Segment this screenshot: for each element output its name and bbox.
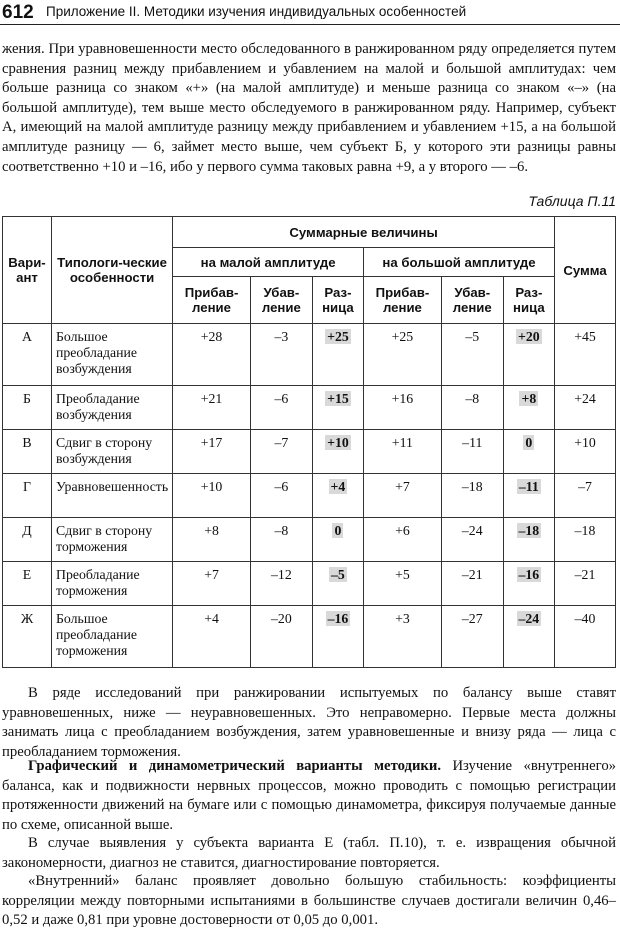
cell-small-diff bbox=[312, 386, 363, 430]
graphic-variant-paragraph bbox=[2, 757, 616, 835]
cell-small-diff bbox=[312, 474, 363, 518]
intro-paragraph: жения. При уравновешенности место обследованного в ранжированном ряду определяется путем сравнения разниц между прибавлением и убавлением на малой и большой амплитудах: чем больше разница со знаком «+» (на малой амплитуде) и меньше разница со знаком «–» (на большой амплитуде), тем выше место обследуемого в ранжированном ряду. Например, субъект А, имеющий на малой амплитуде разницу между прибавлением и убавлением +15, а на большой амплитуде разницу — 6, займет место выше, чем субъект Б, у которого эти разницы равны соответственно +10 и –16, ибо у первого сумма таковых равна +9, а у второго — –6. bbox=[2, 41, 616, 175]
header-small-amplitude: на малой амплитуде bbox=[173, 248, 364, 277]
small-diff-value: +25 bbox=[327, 329, 349, 344]
header-small-sub: Убав-ление bbox=[250, 277, 312, 324]
cell-small-sub: –3 bbox=[250, 324, 312, 386]
cell-large-sub: –5 bbox=[441, 324, 503, 386]
cell-small-add: +7 bbox=[173, 562, 251, 606]
large-diff-value: +20 bbox=[518, 329, 540, 344]
header-small-add: Прибав-ление bbox=[173, 277, 251, 324]
cell-variant: Ж bbox=[3, 606, 52, 668]
cell-large-add: +5 bbox=[364, 562, 442, 606]
cell-large-diff bbox=[503, 474, 554, 518]
cell-large-diff bbox=[503, 430, 554, 474]
cell-large-add: +16 bbox=[364, 386, 442, 430]
cell-large-sub: –27 bbox=[441, 606, 503, 668]
cell-small-sub: –20 bbox=[250, 606, 312, 668]
cell-feature: Большое преобладание торможения bbox=[52, 606, 173, 668]
header-large-diff: Раз-ница bbox=[503, 277, 554, 324]
cell-small-add: +8 bbox=[173, 518, 251, 562]
header-large-sub: Убав-ление bbox=[441, 277, 503, 324]
table-row bbox=[3, 562, 616, 606]
cell-variant: Е bbox=[3, 562, 52, 606]
large-diff-value: 0 bbox=[525, 435, 533, 450]
cell-large-add: +11 bbox=[364, 430, 442, 474]
large-diff-value: +8 bbox=[521, 391, 537, 406]
table-row bbox=[3, 430, 616, 474]
cell-feature: Сдвиг в сторону возбуждения bbox=[52, 430, 173, 474]
table-row bbox=[3, 474, 616, 518]
cell-small-diff bbox=[312, 518, 363, 562]
header-large-add: Прибав-ление bbox=[364, 277, 442, 324]
header-variant: Вари-ант bbox=[3, 217, 52, 324]
cell-small-diff bbox=[312, 430, 363, 474]
cell-large-sub: –8 bbox=[441, 386, 503, 430]
cell-small-sub: –6 bbox=[250, 474, 312, 518]
cell-small-diff bbox=[312, 324, 363, 386]
cell-feature: Преобладание возбуждения bbox=[52, 386, 173, 430]
cell-small-add: +4 bbox=[173, 606, 251, 668]
cell-large-diff bbox=[503, 386, 554, 430]
small-diff-value: 0 bbox=[334, 523, 342, 538]
cell-sum: +45 bbox=[555, 324, 616, 386]
cell-large-sub: –11 bbox=[441, 430, 503, 474]
cell-sum: –18 bbox=[555, 518, 616, 562]
table-caption: Таблица П.11 bbox=[528, 193, 616, 209]
graphic-variant-heading: Графический и динамометрический варианты методики. bbox=[28, 758, 442, 774]
large-diff-value: –16 bbox=[518, 567, 540, 582]
header-features: Типологи-ческие особенности bbox=[52, 217, 173, 324]
ranking-paragraph: В ряде исследований при ранжировании испытуемых по балансу выше ставят уравновешенных, ниже — неуравновешенных. Это неправомерно. Первые места должны занимать лица с преобладанием возбуждения, затем уравновешенные и внизу ряда — лица с преобладанием торможения. bbox=[2, 685, 616, 760]
cell-small-add: +17 bbox=[173, 430, 251, 474]
table-row bbox=[3, 518, 616, 562]
cell-feature: Большое преобладание возбуждения bbox=[52, 324, 173, 386]
cell-feature: Сдвиг в сторону торможения bbox=[52, 518, 173, 562]
cell-small-add: +10 bbox=[173, 474, 251, 518]
cell-large-diff bbox=[503, 606, 554, 668]
small-diff-value: +4 bbox=[330, 479, 346, 494]
cell-variant: Г bbox=[3, 474, 52, 518]
cell-small-sub: –6 bbox=[250, 386, 312, 430]
cell-small-sub: –8 bbox=[250, 518, 312, 562]
small-diff-value: +15 bbox=[327, 391, 349, 406]
large-diff-value: –11 bbox=[518, 479, 539, 494]
page-header bbox=[0, 0, 620, 25]
header-summary: Суммарные величины bbox=[173, 217, 555, 248]
balance-table bbox=[2, 216, 616, 668]
large-diff-value: –24 bbox=[518, 611, 540, 626]
cell-sum: +10 bbox=[555, 430, 616, 474]
cell-small-add: +28 bbox=[173, 324, 251, 386]
running-head: Приложение II. Методики изучения индивидуальных особенностей bbox=[46, 4, 467, 19]
table-row bbox=[3, 324, 616, 386]
cell-sum: +24 bbox=[555, 386, 616, 430]
table-row bbox=[3, 386, 616, 430]
cell-sum: –21 bbox=[555, 562, 616, 606]
cell-small-diff bbox=[312, 606, 363, 668]
table-row bbox=[3, 606, 616, 668]
cell-large-add: +25 bbox=[364, 324, 442, 386]
cell-variant: А bbox=[3, 324, 52, 386]
cell-large-sub: –21 bbox=[441, 562, 503, 606]
cell-variant: Д bbox=[3, 518, 52, 562]
cell-feature: Уравновешенность bbox=[52, 474, 173, 518]
cell-feature: Преобладание торможения bbox=[52, 562, 173, 606]
cell-large-sub: –24 bbox=[441, 518, 503, 562]
small-diff-value: +10 bbox=[327, 435, 349, 450]
cell-sum: –7 bbox=[555, 474, 616, 518]
variant-e-paragraph: В случае выявления у субъекта варианта Е (табл. П.10), т. е. извращения обычной закономерности, диагноз не ставится, диагностирование повторяется. bbox=[2, 835, 616, 871]
cell-variant: Б bbox=[3, 386, 52, 430]
cell-large-sub: –18 bbox=[441, 474, 503, 518]
cell-large-add: +6 bbox=[364, 518, 442, 562]
graphic-variant-text: Изучение «внутреннего» баланса, как и подвижности нервных процессов, можно проводить с помощью регистрации протяженности движений на бумаге или с помощью динамометра, фиксируя получаемые данные по схеме, описанной выше. bbox=[2, 758, 617, 833]
small-diff-value: –5 bbox=[331, 567, 345, 582]
cell-variant: В bbox=[3, 430, 52, 474]
cell-large-diff bbox=[503, 562, 554, 606]
cell-large-diff bbox=[503, 518, 554, 562]
page-number: 612 bbox=[2, 2, 34, 23]
cell-sum: –40 bbox=[555, 606, 616, 668]
large-diff-value: –18 bbox=[518, 523, 540, 538]
header-sum: Сумма bbox=[555, 217, 616, 324]
cell-large-add: +3 bbox=[364, 606, 442, 668]
cell-small-add: +21 bbox=[173, 386, 251, 430]
header-small-diff: Раз-ница bbox=[312, 277, 363, 324]
stability-paragraph: «Внутренний» баланс проявляет довольно большую стабильность: коэффициенты корреляции между повторными испытаниями в большинстве случаев достигали величин 0,46–0,52 и даже 0,81 при уровне достоверности от 0,05 до 0,001. bbox=[2, 873, 616, 929]
cell-large-diff bbox=[503, 324, 554, 386]
cell-small-sub: –12 bbox=[250, 562, 312, 606]
cell-small-diff bbox=[312, 562, 363, 606]
cell-small-sub: –7 bbox=[250, 430, 312, 474]
small-diff-value: –16 bbox=[327, 611, 349, 626]
cell-large-add: +7 bbox=[364, 474, 442, 518]
header-large-amplitude: на большой амплитуде bbox=[364, 248, 555, 277]
